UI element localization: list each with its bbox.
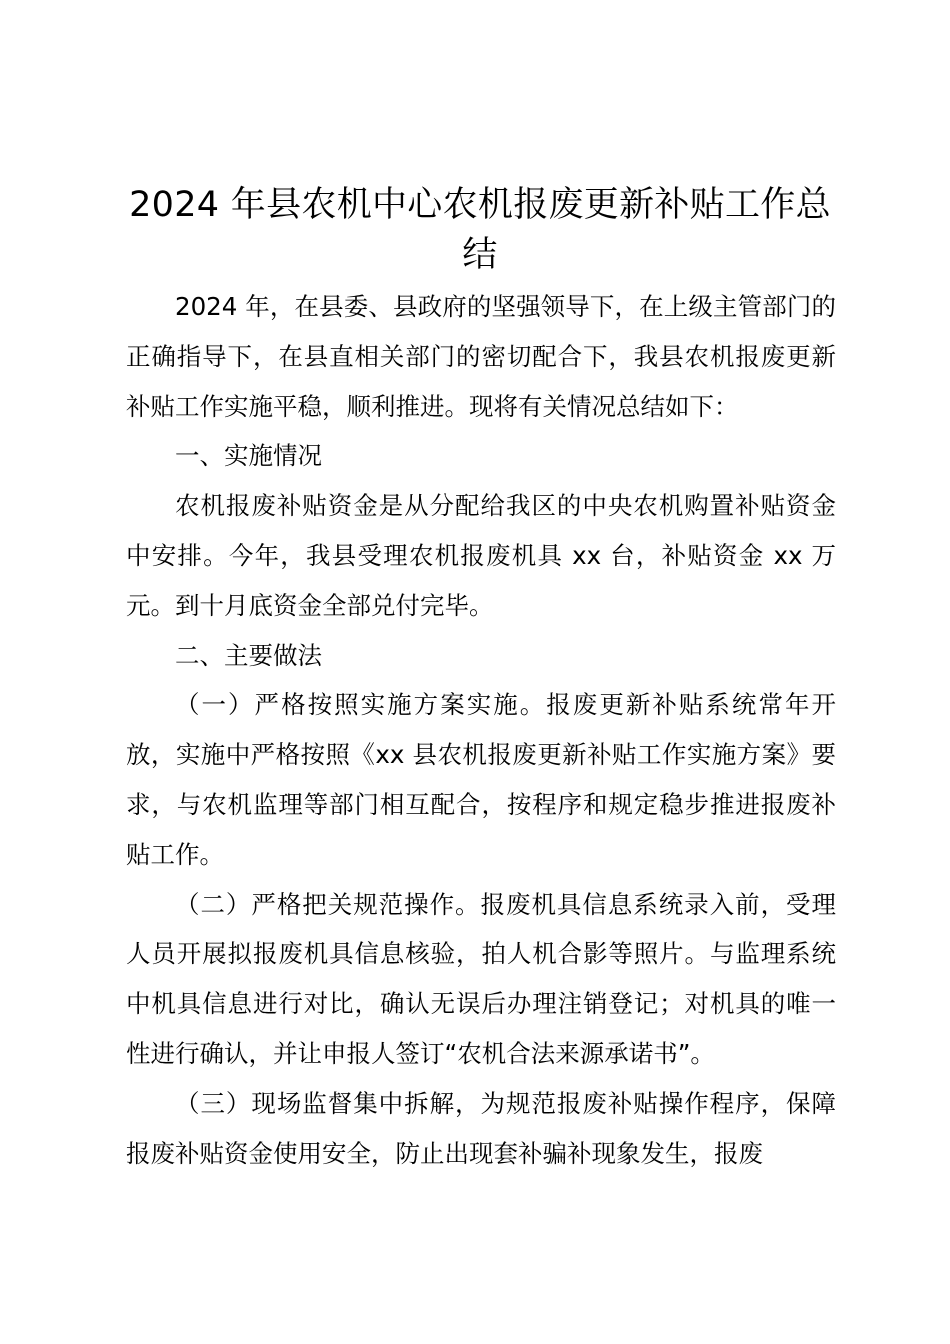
section-heading-implementation: 一、实施情况 [175,441,322,471]
paragraph-practice-3: （三）现场监督集中拆解，为规范报废补贴操作程序，保障报废补贴资金使用安全，防止出现套补骗补现象发生，报废 [126,1088,836,1168]
section-heading-practices: 二、主要做法 [175,640,322,670]
paragraph-practice-1: （一）严格按照实施方案实施。报废更新补贴系统常年开放，实施中严格按照《xx 县农机报废更新补贴工作实施方案》要求，与农机监理等部门相互配合，按程序和规定稳步推进报废补贴工作。 [126,690,836,869]
document-body [126,282,836,1178]
paragraph-intro: 2024 年，在县委、县政府的坚强领导下，在上级主管部门的正确指导下，在县直相关部门的密切配合下，我县农机报废更新补贴工作实施平稳，顺利推进。现将有关情况总结如下： [126,292,836,421]
document-title: 2024 年县农机中心农机报废更新补贴工作总结 [129,185,831,275]
paragraph-implementation: 农机报废补贴资金是从分配给我区的中央农机购置补贴资金中安排。今年，我县受理农机报废机具 xx 台，补贴资金 xx 万元。到十月底资金全部兑付完毕。 [126,491,836,620]
paragraph-practice-2: （二）严格把关规范操作。报废机具信息系统录入前，受理人员开展拟报废机具信息核验，拍人机合影等照片。与监理系统中机具信息进行对比，确认无误后办理注销登记；对机具的唯一性进行确认，并让申报人签订“农机合法来源承诺书”。 [126,889,836,1068]
